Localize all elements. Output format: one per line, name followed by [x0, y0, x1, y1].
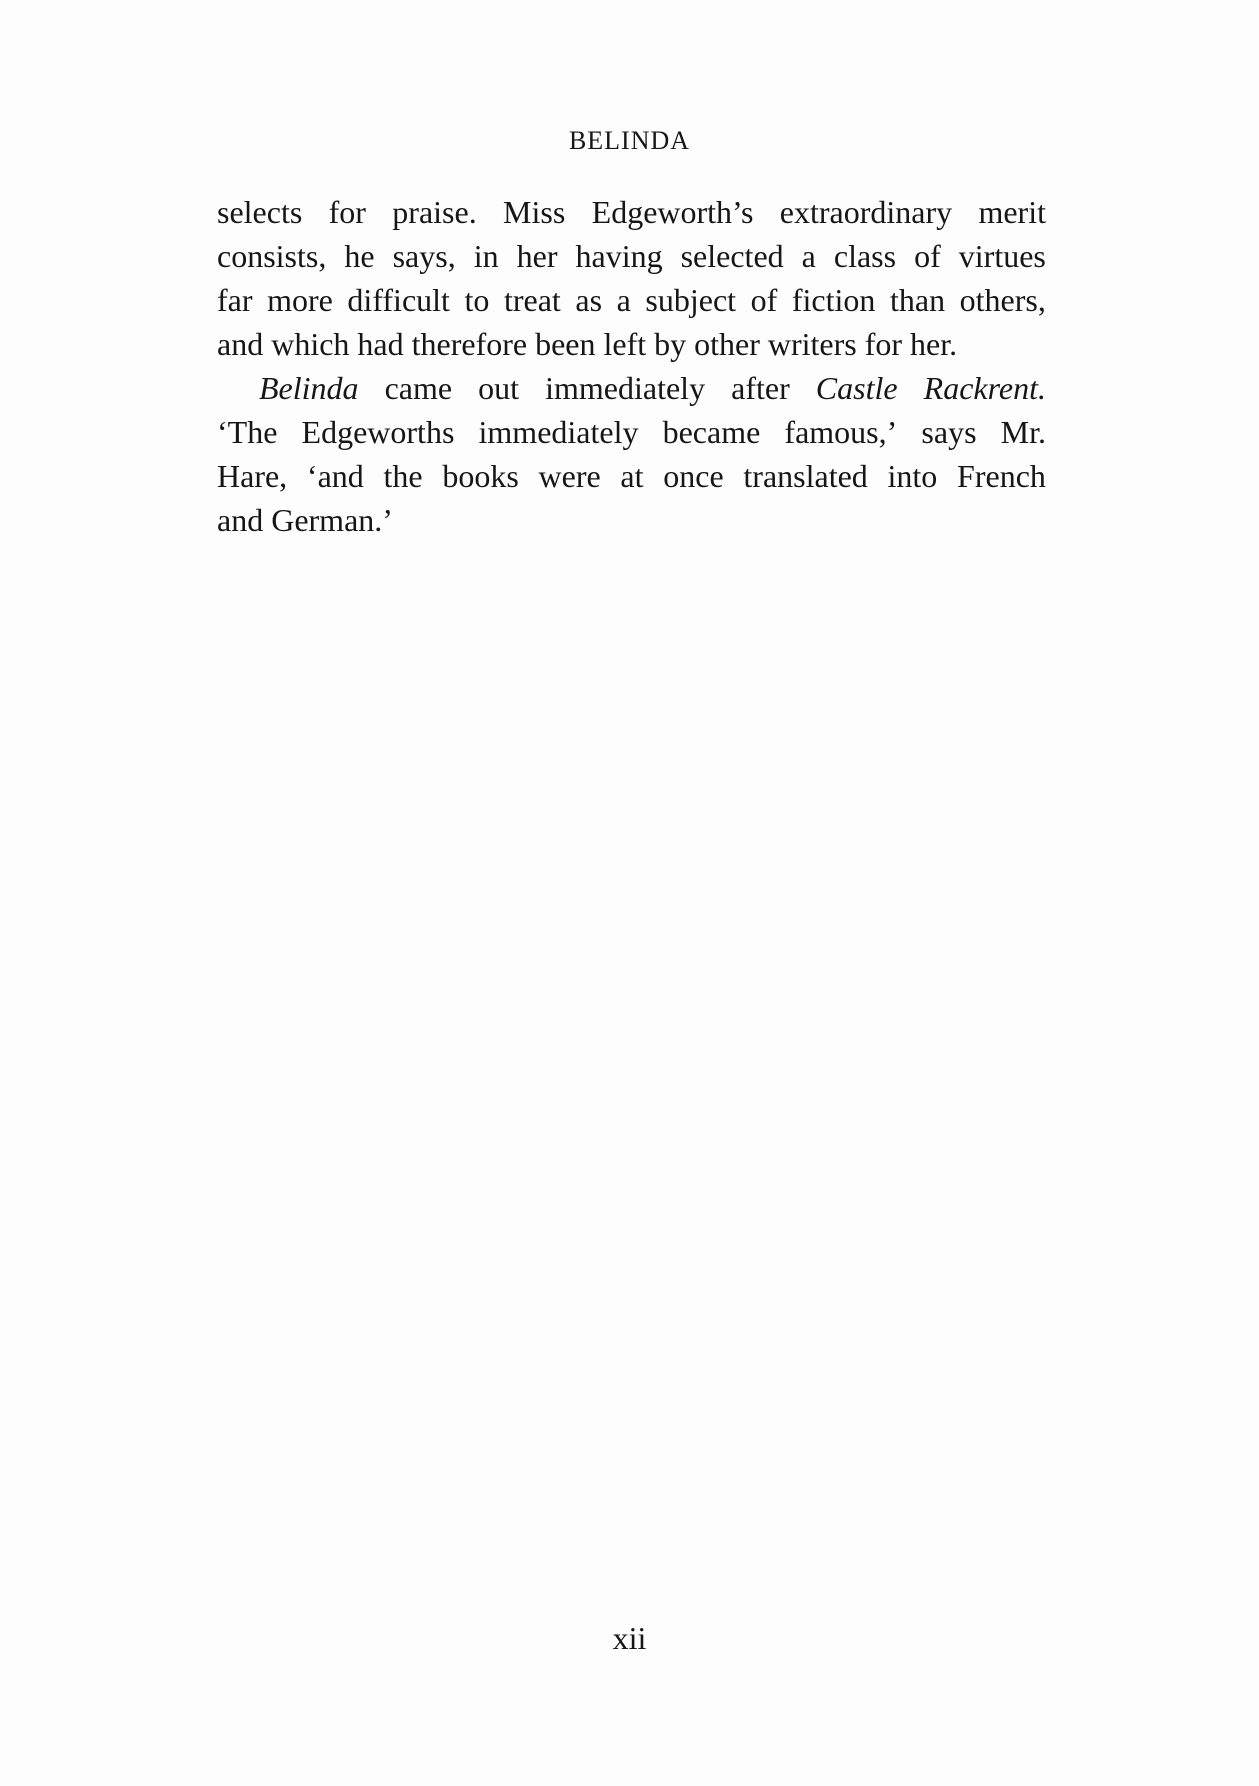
text-line	[217, 498, 1046, 542]
word: as	[575, 282, 603, 318]
word: French	[957, 458, 1046, 494]
word: having	[575, 238, 663, 274]
word: became	[662, 414, 761, 450]
word: in	[473, 238, 499, 274]
word: virtues	[958, 238, 1046, 274]
word: Edgeworths	[301, 414, 455, 450]
word: than	[889, 282, 946, 318]
text-line	[217, 190, 1046, 234]
word: came	[384, 370, 453, 406]
word: into	[887, 458, 938, 494]
book-title: Belinda	[259, 370, 359, 406]
word: Miss	[503, 194, 566, 230]
word: far	[217, 282, 253, 318]
word: fiction	[791, 282, 876, 318]
word: immediately	[478, 414, 639, 450]
word: subject	[645, 282, 737, 318]
word: for	[328, 194, 366, 230]
word: of	[914, 238, 941, 274]
text-line	[217, 234, 1046, 278]
line-text: and German.’	[217, 502, 393, 538]
word: a	[616, 282, 631, 318]
word: once	[663, 458, 724, 494]
word: others,	[959, 282, 1046, 318]
word: praise.	[392, 194, 477, 230]
word: says,	[392, 238, 456, 274]
word: Edgeworth’s	[591, 194, 754, 230]
word: extraordinary	[779, 194, 953, 230]
word: at	[620, 458, 644, 494]
word: difficult	[347, 282, 450, 318]
word: treat	[503, 282, 561, 318]
page-number: xii	[612, 1620, 647, 1656]
text-line	[217, 410, 1046, 454]
word: out	[478, 370, 520, 406]
word: books	[442, 458, 519, 494]
text-line	[217, 366, 1046, 410]
word: after	[731, 370, 790, 406]
text-line	[217, 454, 1046, 498]
word: more	[267, 282, 333, 318]
word: ‘The	[217, 414, 278, 450]
book-title: Rackrent.	[923, 370, 1046, 406]
word: to	[464, 282, 490, 318]
word: a	[801, 238, 816, 274]
word: selected	[680, 238, 784, 274]
paragraph-1	[217, 190, 1046, 366]
text-line	[217, 278, 1046, 322]
word: translated	[743, 458, 868, 494]
word: Hare,	[217, 458, 288, 494]
body-text	[217, 190, 1046, 542]
word: ‘and	[306, 458, 364, 494]
word: her	[516, 238, 558, 274]
word: class	[833, 238, 897, 274]
word: says	[921, 414, 977, 450]
running-head: BELINDA	[568, 126, 691, 155]
word: consists,	[217, 238, 327, 274]
word: merit	[978, 194, 1046, 230]
word: immediately	[545, 370, 706, 406]
word: of	[750, 282, 778, 318]
word: selects	[217, 194, 303, 230]
word: Mr.	[1000, 414, 1046, 450]
word: were	[538, 458, 601, 494]
line-text: and which had therefore been left by other writers for her.	[217, 326, 958, 362]
paragraph-2	[217, 366, 1046, 542]
text-line	[217, 322, 1046, 366]
word: the	[383, 458, 423, 494]
word: he	[344, 238, 375, 274]
word: famous,’	[784, 414, 898, 450]
book-title: Castle	[815, 370, 898, 406]
